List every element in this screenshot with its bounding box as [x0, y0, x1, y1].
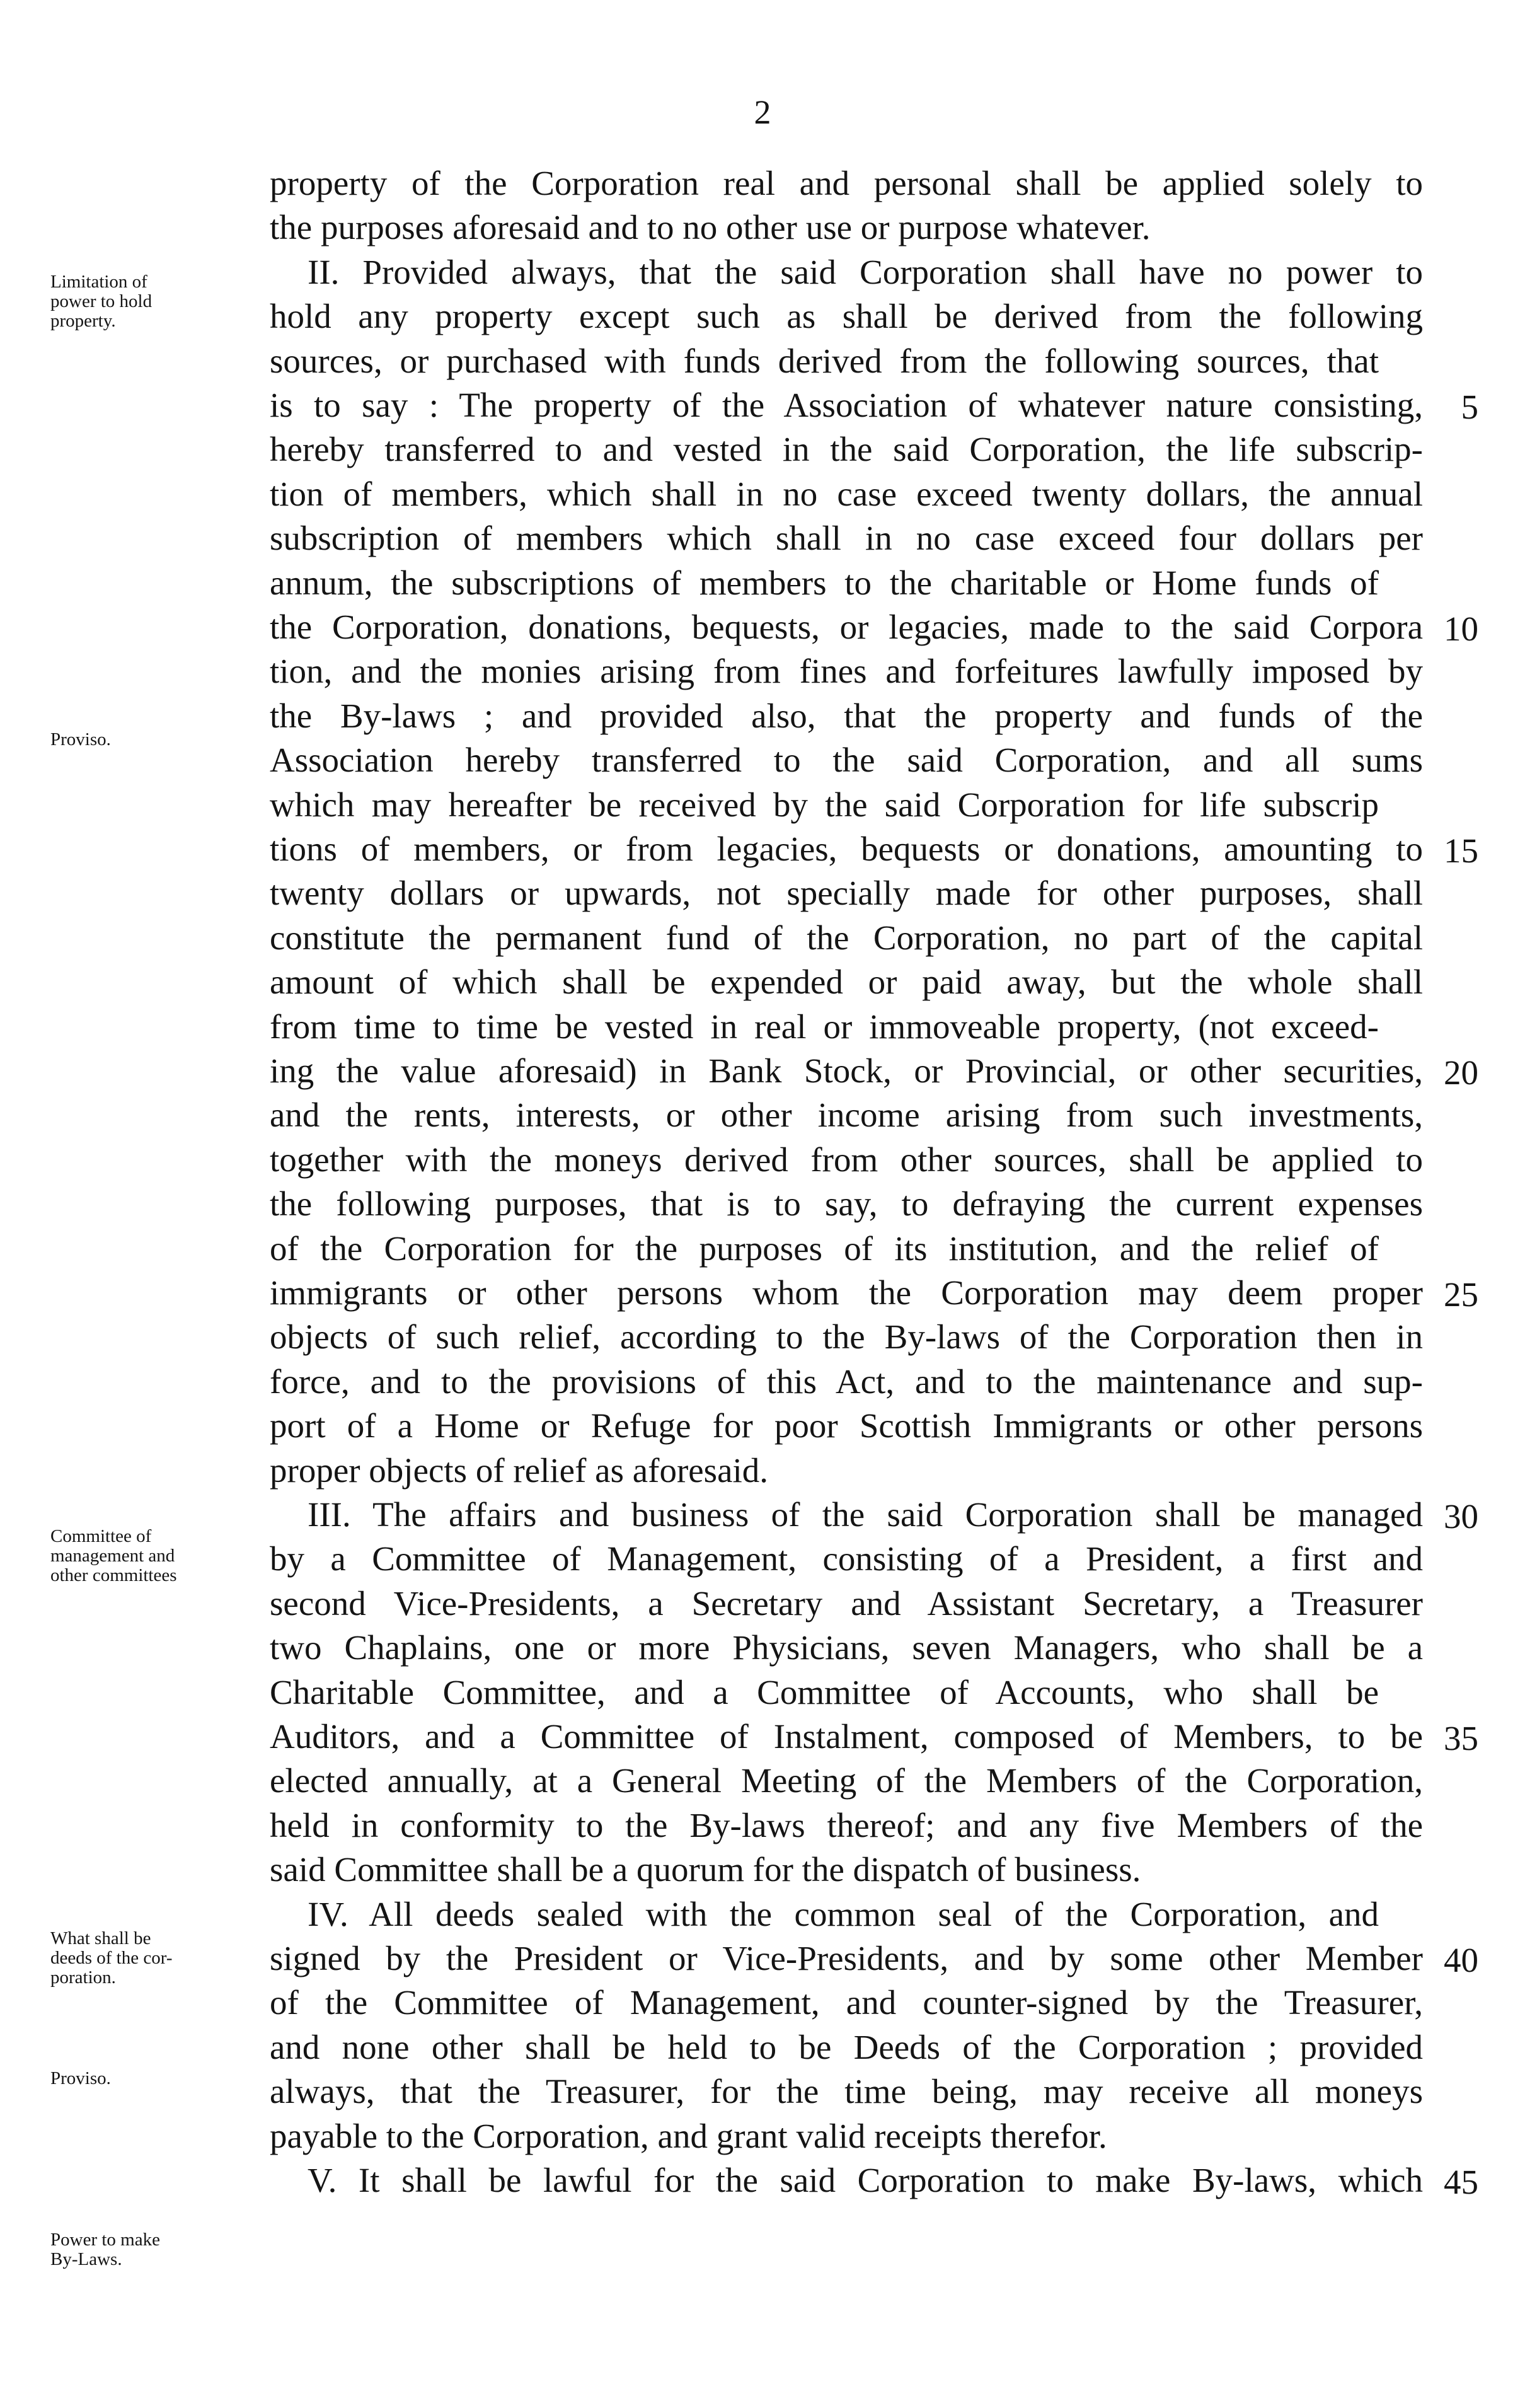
margin-note-proviso-2	[50, 2069, 268, 2088]
text-line: immigrants or other persons whom the Corporation may deem proper	[270, 1273, 1423, 1312]
text-line: always, that the Treasurer, for the time being, may receive all moneys	[270, 2072, 1423, 2110]
text-line: which may hereafter be received by the said Corporation for life subscrip	[270, 785, 1379, 824]
text-line: constitute the permanent fund of the Corporation, no part of the capital	[270, 918, 1423, 957]
line-number-25: 25	[1444, 1275, 1478, 1314]
margin-note-line: Proviso.	[50, 2068, 111, 2088]
text-line: IV. All deeds sealed with the common seal of the Corporation, and	[308, 1895, 1379, 1933]
text-line: force, and to the provisions of this Act, and to the maintenance and sup-	[270, 1362, 1423, 1401]
text-line: by a Committee of Management, consisting of a President, a first and	[270, 1539, 1423, 1578]
text-line: held in conformity to the By-laws thereof; and any five Members of the	[270, 1806, 1423, 1844]
text-line: hold any property except such as shall be derived from the following	[270, 297, 1423, 335]
text-line: of the Committee of Management, and counter-signed by the Treasurer,	[270, 1983, 1423, 2022]
text-line: of the Corporation for the purposes of its institution, and the relief of	[270, 1229, 1379, 1268]
text-line: proper objects of relief as aforesaid.	[270, 1451, 769, 1490]
text-line: ing the value aforesaid) in Bank Stock, or Provincial, or other securities,	[270, 1051, 1423, 1090]
text-line: together with the moneys derived from other sources, shall be applied to	[270, 1140, 1423, 1179]
line-number-30: 30	[1444, 1497, 1478, 1536]
line-number-35: 35	[1444, 1719, 1478, 1757]
margin-note-line: What shall be	[50, 1928, 151, 1948]
line-number-5: 5	[1461, 388, 1478, 426]
text-line: Charitable Committee, and a Committee of Accounts, who shall be	[270, 1673, 1379, 1711]
text-line: two Chaplains, one or more Physicians, seven Managers, who shall be a	[270, 1628, 1423, 1667]
text-line: II. Provided always, that the said Corporation shall have no power to	[308, 253, 1423, 291]
text-line: said Committee shall be a quorum for the dispatch of business.	[270, 1850, 1141, 1889]
text-line: and none other shall be held to be Deeds of the Corporation ; provided	[270, 2028, 1423, 2066]
text-line: annum, the subscriptions of members to the charitable or Home funds of	[270, 564, 1379, 602]
text-line: payable to the Corporation, and grant valid receipts therefor.	[270, 2117, 1107, 2155]
margin-note-line: property.	[50, 311, 116, 331]
line-number-45: 45	[1444, 2163, 1478, 2201]
text-line: sources, or purchased with funds derived from the following sources, that	[270, 342, 1379, 380]
line-number-15: 15	[1444, 831, 1478, 870]
margin-note-line: deeds of the cor-	[50, 1948, 173, 1968]
text-line: the following purposes, that is to say, to defraying the current expenses	[270, 1184, 1423, 1223]
text-line: elected annually, at a General Meeting of the Members of the Corporation,	[270, 1761, 1423, 1800]
line-number-20: 20	[1444, 1053, 1478, 1092]
text-line: and the rents, interests, or other income arising from such investments,	[270, 1096, 1423, 1134]
text-line: tions of members, or from legacies, bequests or donations, amounting to	[270, 830, 1423, 868]
text-line: III. The affairs and business of the said Corporation shall be managed	[308, 1495, 1423, 1534]
text-line: subscription of members which shall in no case exceed four dollars per	[270, 519, 1423, 557]
margin-note-line: Committee of	[50, 1526, 152, 1546]
text-line: V. It shall be lawful for the said Corporation to make By-laws, which	[308, 2161, 1423, 2199]
text-line: objects of such relief, according to the By-laws of the Corporation then in	[270, 1317, 1423, 1356]
margin-note-line: Power to make	[50, 2230, 160, 2250]
text-line: amount of which shall be expended or paid away, but the whole shall	[270, 963, 1423, 1001]
margin-note-line: By-Laws.	[50, 2249, 122, 2269]
margin-note-line: power to hold	[50, 291, 152, 311]
text-line: the By-laws ; and provided also, that the property and funds of the	[270, 697, 1423, 735]
page-number: 2	[754, 93, 771, 131]
text-line: from time to time be vested in real or immoveable property, (not exceed-	[270, 1007, 1379, 1046]
line-number-10: 10	[1444, 610, 1478, 648]
text-line: the purposes aforesaid and to no other use or purpose whatever.	[270, 208, 1151, 246]
margin-note-deeds	[50, 1929, 268, 1988]
text-line: signed by the President or Vice-Presidents, and by some other Member	[270, 1939, 1423, 1977]
text-line: second Vice-Presidents, a Secretary and Assistant Secretary, a Treasurer	[270, 1584, 1423, 1623]
margin-note-committee	[50, 1527, 268, 1585]
margin-note-line: Limitation of	[50, 272, 147, 292]
text-line: port of a Home or Refuge for poor Scottish Immigrants or other persons	[270, 1406, 1423, 1445]
margin-note-line: Proviso.	[50, 729, 111, 750]
margin-note-line: poration.	[50, 1967, 116, 1988]
text-line: hereby transferred to and vested in the said Corporation, the life subscrip-	[270, 430, 1423, 468]
margin-note-bylaws	[50, 2230, 268, 2269]
text-line: property of the Corporation real and personal shall be applied solely to	[270, 164, 1423, 202]
text-line: is to say : The property of the Association of whatever nature consisting,	[270, 386, 1423, 424]
text-line: Auditors, and a Committee of Instalment, composed of Members, to be	[270, 1717, 1423, 1756]
margin-note-proviso	[50, 730, 268, 750]
text-line: twenty dollars or upwards, not specially made for other purposes, shall	[270, 874, 1423, 912]
line-number-40: 40	[1444, 1941, 1478, 1979]
margin-note-limitation	[50, 272, 268, 331]
text-line: Association hereby transferred to the said Corporation, and all sums	[270, 741, 1423, 779]
text-line: tion of members, which shall in no case exceed twenty dollars, the annual	[270, 475, 1423, 513]
margin-note-line: other committees	[50, 1565, 177, 1585]
text-line: tion, and the monies arising from fines and forfeitures lawfully imposed by	[270, 652, 1423, 690]
text-line: the Corporation, donations, bequests, or legacies, made to the said Corpora	[270, 608, 1423, 646]
margin-note-line: management and	[50, 1546, 175, 1566]
